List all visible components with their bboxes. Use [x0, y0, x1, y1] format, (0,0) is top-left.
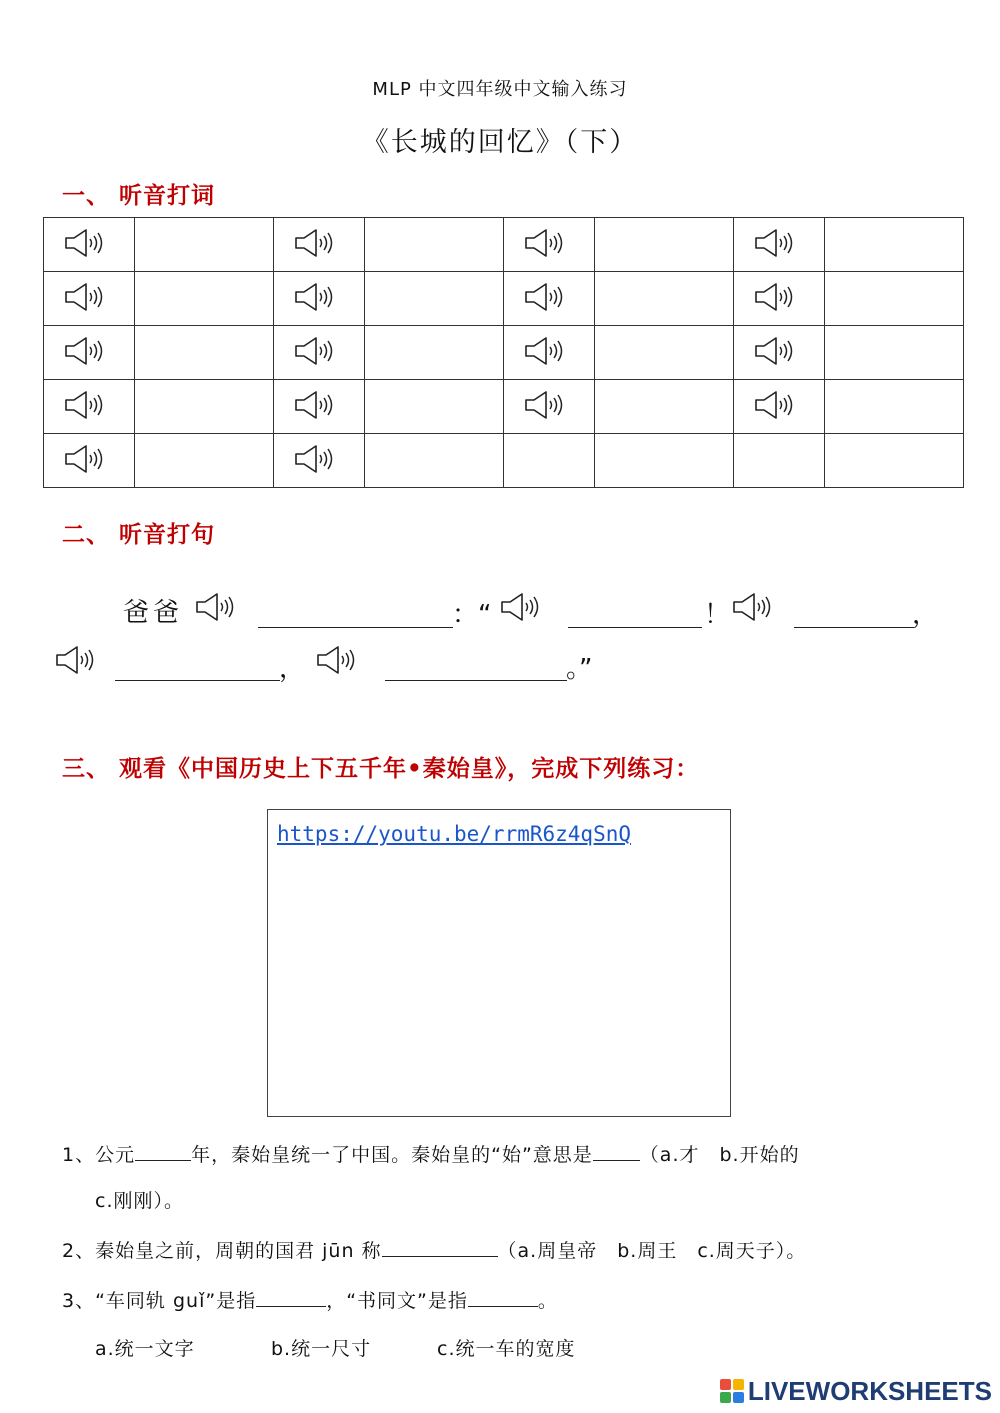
lesson-title: 《长城的回忆》（下） [361, 127, 639, 158]
question-1 [62, 1140, 800, 1167]
q3-text-1: 3、“车同轨 guǐ”是指 [62, 1290, 257, 1312]
speaker-icon[interactable] [195, 592, 237, 622]
speaker-icon[interactable] [316, 645, 358, 675]
answer-cell[interactable] [595, 380, 734, 434]
q2-blank[interactable] [382, 1238, 498, 1257]
option-a: a.统一文字 [95, 1338, 195, 1360]
answer-cell[interactable] [135, 272, 274, 326]
answer-cell[interactable] [365, 272, 504, 326]
speaker-icon[interactable] [64, 336, 106, 366]
q1-blank-meaning[interactable] [593, 1142, 640, 1161]
table-row [44, 272, 964, 326]
punct-comma-2: ， [279, 654, 306, 684]
answer-cell[interactable] [825, 218, 964, 272]
speaker-icon[interactable] [64, 444, 106, 474]
audio-cell [44, 272, 135, 326]
sentence-blank-1[interactable] [258, 603, 453, 628]
speaker-icon[interactable] [64, 390, 106, 420]
audio-cell [504, 326, 595, 380]
sentence-blank-3[interactable] [794, 603, 914, 628]
video-embed-box[interactable] [267, 809, 731, 1117]
speaker-icon[interactable] [294, 390, 336, 420]
speaker-icon[interactable] [524, 336, 566, 366]
audio-cell [44, 380, 135, 434]
answer-cell [595, 434, 734, 488]
section-heading-2: 二、 听音打句 [62, 521, 216, 548]
answer-cell[interactable] [135, 434, 274, 488]
watermark-text: LIVEWORKSHEETS [747, 1375, 992, 1406]
answer-cell[interactable] [595, 218, 734, 272]
table-row [44, 218, 964, 272]
speaker-icon[interactable] [732, 592, 774, 622]
speaker-icon[interactable] [524, 282, 566, 312]
speaker-name: 爸爸 [123, 598, 184, 628]
speaker-icon[interactable] [294, 336, 336, 366]
punct-end-quote: 。” [566, 654, 593, 684]
audio-cell [504, 434, 595, 488]
speaker-icon[interactable] [294, 444, 336, 474]
answer-cell[interactable] [595, 272, 734, 326]
q3-text-2: ，“书同文”是指 [326, 1290, 468, 1312]
liveworksheets-watermark [720, 1374, 992, 1408]
audio-cell [734, 326, 825, 380]
q3-blank-2[interactable] [468, 1288, 538, 1307]
speaker-icon[interactable] [64, 282, 106, 312]
speaker-icon[interactable] [754, 228, 796, 258]
section-heading-1: 一、 听音打词 [62, 182, 216, 209]
speaker-icon[interactable] [754, 282, 796, 312]
q1-text-3: （a.才 b.开始的 [639, 1144, 800, 1166]
audio-cell [734, 218, 825, 272]
speaker-icon[interactable] [64, 228, 106, 258]
answer-cell[interactable] [135, 326, 274, 380]
question-3 [62, 1286, 558, 1313]
audio-cell [44, 218, 135, 272]
speaker-icon[interactable] [754, 336, 796, 366]
speaker-icon[interactable] [500, 592, 542, 622]
answer-cell[interactable] [365, 434, 504, 488]
audio-cell [44, 434, 135, 488]
q3-text-3: 。 [537, 1290, 558, 1312]
answer-cell[interactable] [135, 380, 274, 434]
q1-blank-year[interactable] [135, 1142, 191, 1161]
audio-cell [504, 218, 595, 272]
q1-text-1: 1、公元 [62, 1144, 136, 1166]
worksheet-subtitle: MLP 中文四年级中文输入练习 [372, 79, 628, 100]
speaker-icon[interactable] [55, 645, 97, 675]
video-link[interactable]: https://youtu.be/rrmR6z4qSnQ [277, 822, 632, 846]
speaker-icon[interactable] [524, 390, 566, 420]
punct-colon-quote: ：“ [452, 600, 492, 630]
word-dictation-table [43, 217, 964, 488]
answer-cell[interactable] [825, 272, 964, 326]
speaker-icon[interactable] [294, 282, 336, 312]
punct-exclaim: ！ [704, 600, 731, 630]
answer-cell[interactable] [825, 380, 964, 434]
audio-cell [504, 380, 595, 434]
answer-cell[interactable] [365, 380, 504, 434]
audio-cell [274, 434, 365, 488]
q2-text-2: （a.周皇帝 b.周王 c.周天子）。 [497, 1240, 807, 1262]
table-row [44, 434, 964, 488]
q3-blank-1[interactable] [256, 1288, 326, 1307]
speaker-icon[interactable] [524, 228, 566, 258]
table-row [44, 326, 964, 380]
audio-cell [44, 326, 135, 380]
audio-cell [274, 326, 365, 380]
section-heading-3: 三、 观看《中国历史上下五千年•秦始皇》，完成下列练习： [62, 755, 700, 782]
sentence-blank-2[interactable] [568, 603, 702, 628]
question-2 [62, 1236, 806, 1263]
audio-cell [734, 272, 825, 326]
table-row [44, 380, 964, 434]
speaker-icon[interactable] [754, 390, 796, 420]
answer-cell[interactable] [825, 326, 964, 380]
audio-cell [504, 272, 595, 326]
audio-cell [274, 218, 365, 272]
audio-cell [734, 380, 825, 434]
q1-text-2: 年，秦始皇统一了中国。秦始皇的“始”意思是 [191, 1144, 593, 1166]
answer-cell[interactable] [595, 326, 734, 380]
q1-continuation: c.刚刚）。 [95, 1190, 184, 1212]
answer-cell[interactable] [135, 218, 274, 272]
answer-cell [825, 434, 964, 488]
speaker-icon[interactable] [294, 228, 336, 258]
option-c: c.统一车的宽度 [437, 1338, 576, 1360]
sentence-blank-5[interactable] [385, 656, 567, 681]
liveworksheets-logo-icon [720, 1379, 744, 1403]
audio-cell [274, 380, 365, 434]
audio-cell [274, 272, 365, 326]
q2-text-1: 2、秦始皇之前，周朝的国君 jūn 称 [62, 1240, 382, 1262]
option-b: b.统一尺寸 [271, 1338, 372, 1360]
audio-cell [734, 434, 825, 488]
answer-cell[interactable] [365, 218, 504, 272]
sentence-blank-4[interactable] [115, 656, 280, 681]
punct-comma-1: ， [912, 600, 939, 630]
answer-cell[interactable] [365, 326, 504, 380]
